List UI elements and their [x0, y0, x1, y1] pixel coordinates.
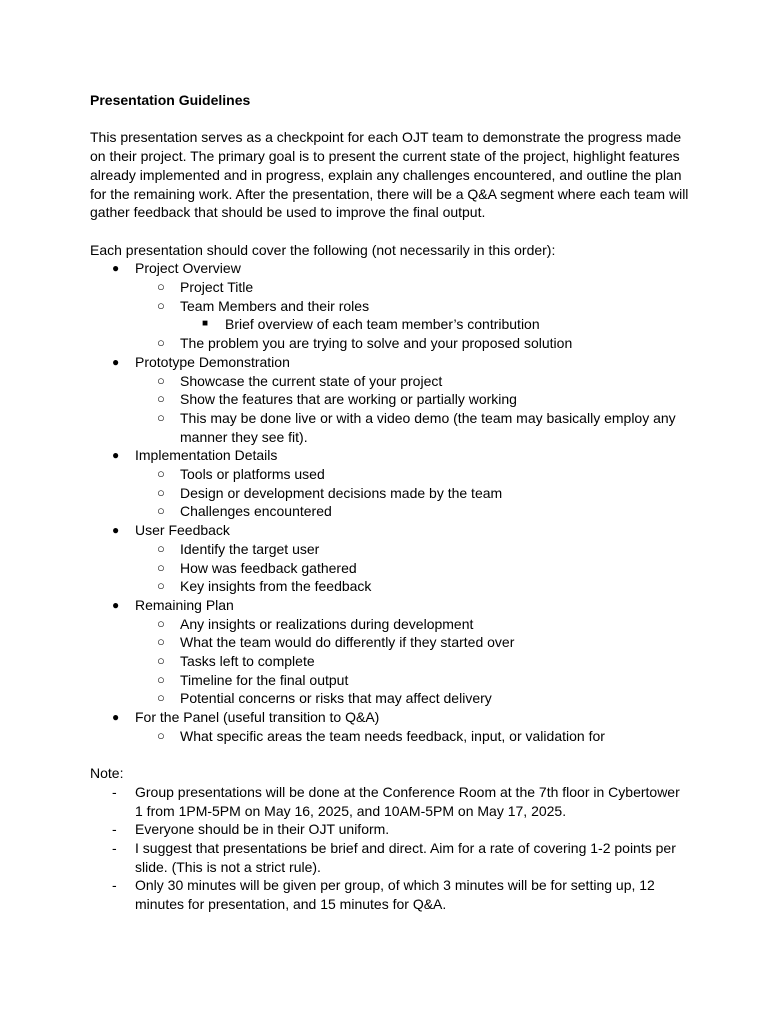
section-item: [90, 708, 690, 727]
note-text: I suggest that presentations be brief and direct. Aim for a rate of covering 1-2 points per slide. (This is not a strict rule).: [135, 840, 676, 875]
subsection-item: [90, 689, 690, 708]
section-label: Implementation Details: [135, 447, 278, 464]
subsection-item: [90, 559, 690, 578]
dash-icon: -: [112, 877, 117, 894]
subsection-label: Team Members and their roles: [180, 297, 370, 314]
hollow-bullet-icon: ○: [157, 297, 165, 313]
section-item: [90, 596, 690, 615]
subsection-label: What the team would do differently if they started over: [180, 634, 515, 651]
subsection-label: Key insights from the feedback: [180, 578, 372, 595]
subsection-label: Show the features that are working or partially working: [180, 391, 517, 408]
hollow-bullet-icon: ○: [157, 634, 165, 650]
subsection-label: Challenges encountered: [180, 503, 332, 520]
section-label: Project Overview: [135, 260, 241, 277]
subsection-label: Any insights or realizations during development: [180, 615, 474, 632]
section-label: User Feedback: [135, 522, 230, 539]
subsection-item: [90, 297, 690, 316]
bullet-icon: ●: [112, 261, 120, 276]
section-label: Prototype Demonstration: [135, 353, 290, 370]
subsection-label: Tasks left to complete: [180, 653, 315, 670]
hollow-bullet-icon: ○: [157, 540, 165, 556]
hollow-bullet-icon: ○: [157, 578, 165, 594]
hollow-bullet-icon: ○: [157, 279, 165, 294]
subsection-label: Project Title: [180, 279, 254, 295]
subsection-label: What specific areas the team needs feedback, input, or validation for: [180, 727, 605, 744]
section-item: [90, 259, 690, 278]
subsection-item: [90, 540, 690, 559]
note-text: Group presentations will be done at the Conference Room at the 7th floor in Cybertower 1 from 1PM-5PM on May 16, 2025, and 10AM-5PM on May 17, 2025.: [135, 783, 680, 819]
note-item: [90, 783, 690, 820]
subsection-item: [90, 633, 690, 652]
dash-icon: -: [112, 821, 117, 838]
sub-subsection-label: Brief overview of each team member’s contribution: [225, 316, 540, 333]
hollow-bullet-icon: ○: [157, 559, 165, 575]
coverage-intro: Each presentation should cover the following (not necessarily in this order):: [90, 241, 556, 258]
note-label: Note:: [90, 765, 124, 782]
subsection-item: [90, 484, 690, 503]
subsection-label: Showcase the current state of your project: [180, 372, 443, 389]
subsection-item: [90, 372, 690, 391]
section-label: Remaining Plan: [135, 596, 234, 613]
hollow-bullet-icon: ○: [157, 484, 165, 500]
section-item: [90, 446, 690, 465]
subsection-label: Identify the target user: [180, 540, 320, 557]
subsection-item: [90, 390, 690, 409]
dash-icon: -: [112, 840, 117, 857]
hollow-bullet-icon: ○: [157, 615, 165, 631]
hollow-bullet-icon: ○: [157, 671, 165, 687]
bullet-icon: ●: [112, 523, 120, 538]
section-label: For the Panel (useful transition to Q&A): [135, 709, 380, 726]
hollow-bullet-icon: ○: [157, 409, 165, 425]
hollow-bullet-icon: ○: [157, 335, 165, 351]
hollow-bullet-icon: ○: [157, 503, 165, 519]
subsection-item: [90, 502, 690, 521]
subsection-item: [90, 409, 690, 446]
subsection-item: [90, 615, 690, 634]
subsection-item: [90, 727, 690, 746]
subsection-item: [90, 334, 690, 353]
bullet-icon: ●: [112, 354, 120, 369]
subsection-label: Timeline for the final output: [180, 671, 349, 688]
subsection-item: [90, 278, 690, 297]
note-text: Everyone should be in their OJT uniform.: [135, 821, 390, 838]
bullet-icon: ●: [112, 448, 120, 463]
section-item: [90, 521, 690, 540]
document-body: [90, 91, 690, 914]
note-item: [90, 839, 690, 876]
hollow-bullet-icon: ○: [157, 727, 165, 743]
notes-list: [90, 783, 690, 914]
subsection-label: The problem you are trying to solve and your proposed solution: [180, 335, 573, 352]
intro-paragraph: This presentation serves as a checkpoint for each OJT team to demonstrate the progress made on their project. The primary goal is to present the current state of the project, highlight features already implemented and in progress, explain any challenges encountered, and outline the plan for the remaining work. After the presentation, there will be a Q&A segment where each team will gather feedback that should be used to improve the final output.: [90, 129, 689, 221]
sections-list: [90, 259, 690, 745]
subsection-label: Tools or platforms used: [180, 466, 325, 483]
subsection-item: [90, 577, 690, 596]
note-item: [90, 876, 690, 913]
subsection-label: Potential concerns or risks that may affect delivery: [180, 690, 492, 707]
sub-subsection-item: [90, 315, 690, 334]
hollow-bullet-icon: ○: [157, 466, 165, 482]
subsection-label: This may be done live or with a video demo (the team may basically employ any manner they see fit).: [180, 409, 676, 445]
hollow-bullet-icon: ○: [157, 372, 165, 388]
hollow-bullet-icon: ○: [157, 653, 165, 669]
subsection-item: [90, 671, 690, 690]
subsection-label: How was feedback gathered: [180, 559, 357, 576]
hollow-bullet-icon: ○: [157, 391, 165, 407]
section-item: [90, 353, 690, 372]
hollow-bullet-icon: ○: [157, 690, 165, 706]
square-bullet-icon: ■: [202, 318, 209, 330]
subsection-item: [90, 652, 690, 671]
dash-icon: -: [112, 783, 117, 800]
subsection-item: [90, 465, 690, 484]
document-title: Presentation Guidelines: [90, 92, 251, 108]
bullet-icon: ●: [112, 597, 120, 612]
subsection-label: Design or development decisions made by the team: [180, 484, 503, 501]
note-item: [90, 820, 690, 839]
note-text: Only 30 minutes will be given per group, of which 3 minutes will be for setting up, 12 minutes for presentation, and 15 minutes for Q&A.: [135, 877, 655, 913]
bullet-icon: ●: [112, 710, 120, 725]
